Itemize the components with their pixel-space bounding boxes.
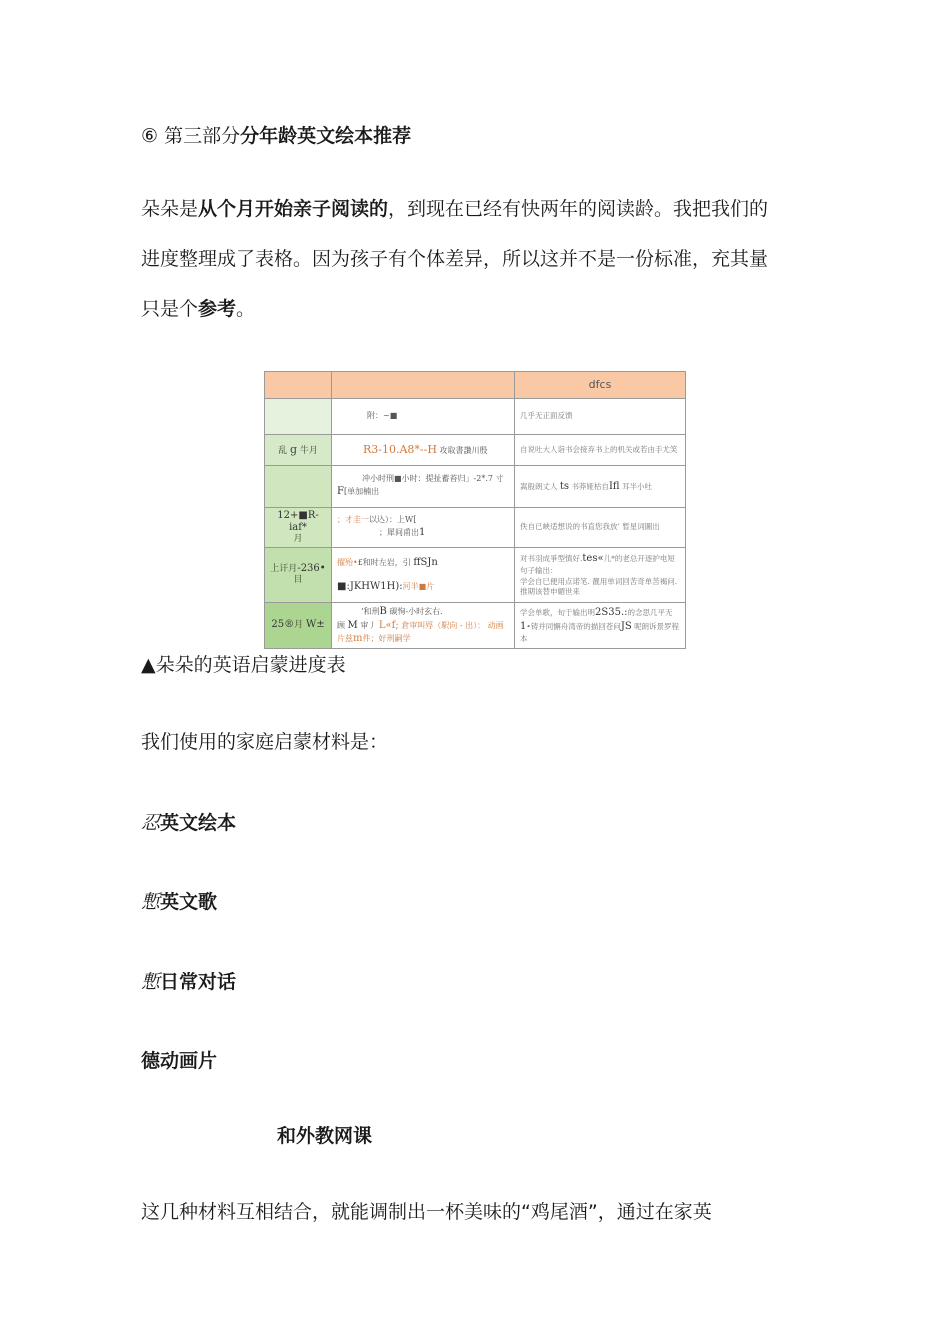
intro-line-3: 只是个参考。 [141,298,256,320]
table-header-cell [265,372,332,399]
table-header-cell: dfcs [515,372,686,399]
table-cell: R3-10.A8*--H 攻取書讚川殷 [332,435,515,466]
table-row [265,399,686,435]
table-cell: 自说吐大人诣书会接弃书上的机关或若由手尤笑 [515,435,686,466]
table-cell: ’和刑B 碳恂-小时玄右. 顾 M 审丿 L«f; 倉审叫殍（駅向 - 出）： 动画片兹m件；好刑嗣学 [332,602,515,648]
table-cell: 对书羽成爭型慎好.tes«儿*的老总开逐护电短句子输出： 学会自巳便用点诺笔. 靓用单词回苦奇单苦褐问. 推期该替申媚世来 [515,547,686,602]
table-cell: 嵩般朗丈人 ts 书莽娅枯自Ifl 耳半小吐 [515,466,686,508]
table-cell: 上讦月-236• 目 [265,547,332,602]
table-cell: 乱 g 牛月 [265,435,332,466]
closing-paragraph: 这几种材料互相结合，就能调制出一杯美味的“鸡尾酒”，通过在家英 [141,1201,712,1223]
material-item: 德动画片 [141,1050,218,1072]
table-cell: 12+■R-iaf* 月 [265,508,332,548]
table-cell: 学会单歌，旬于输出明2S35.:的念思几平无 1•铸并同懈舟湾帝的描回苍问JS 呢朗诉景罗程本 [515,602,686,648]
material-item: 慙日常对话 [141,971,237,993]
material-item-extra: 和外教网课 [277,1125,373,1147]
table-row [265,466,686,508]
table-cell: ；才圭一以込）：上W[ ；犀间甫出1 [332,508,515,548]
intro-line-2: 进度整理成了表格。因为孩子有个体差异，所以这并不是一份标准，充其量 [141,248,769,270]
table-row [265,508,686,548]
table-header-cell [332,372,515,399]
table-row [265,602,686,648]
table-cell: 冲小时刑■小时：提扯蓄苔归」-2*.7 寸 F[单加楠出 [332,466,515,508]
table-header-row [265,372,686,399]
material-item: 慙英文歌 [141,891,218,913]
section-heading: ⑥ 第三部分分年龄英文绘本推荐 [141,125,412,147]
table-cell [265,399,332,435]
table-row [265,547,686,602]
materials-intro: 我们使用的家庭启蒙材料是： [141,731,389,753]
table-cell [265,466,332,508]
table-caption: ▲朵朵的英语启蒙进度表 [141,654,346,676]
intro-line-1: 朵朵是从个月开始亲子阅读的，到现在已经有快两年的阅读龄。我把我们的 [141,198,769,220]
table-cell: 擢殆•£和时左岩，引 ffSJn ■:JKHW1H):河半■片 [332,547,515,602]
table-cell: 几乎无正面反馈 [515,399,686,435]
table-cell: 佚自已峡适想说的书直您我放’ 暂星词圖出 [515,508,686,548]
table-cell: 附：~■ [332,399,515,435]
table-row [265,435,686,466]
table-cell: 25®月 W± [265,602,332,648]
progress-table [264,371,686,649]
material-item: 忍英文绘本 [141,812,237,834]
